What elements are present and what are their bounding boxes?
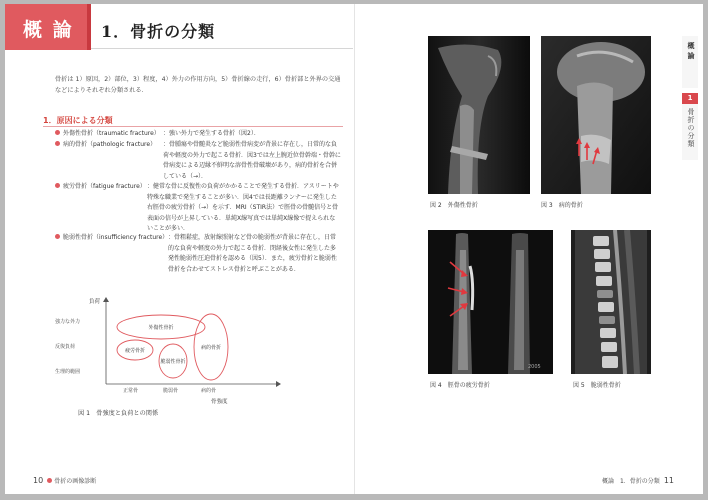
page-number-left: 10 [33, 476, 44, 485]
side-tab-top-text: 概論 [687, 42, 695, 62]
x-level-label: 病的骨 [201, 388, 217, 394]
strength-load-diagram [51, 296, 281, 406]
header-rule [91, 48, 353, 49]
term-fatigue [55, 182, 146, 193]
x-axis-title: 骨強度 [211, 399, 228, 405]
term-label: 病的骨折（pathologic fracture） [63, 141, 157, 148]
page-number-right: 11 [663, 476, 674, 485]
bullet-icon [55, 130, 60, 135]
region-label: 脆弱性骨折 [160, 359, 186, 365]
chapter-title: 1．骨折の分類 [101, 22, 216, 41]
bullet-icon [55, 183, 60, 188]
section-heading: 1．原因による分類 [43, 116, 113, 125]
footer-left [33, 476, 96, 485]
region-label: 疲労骨折 [124, 348, 146, 354]
side-tab-bottom [682, 104, 698, 160]
term-label: 外傷性骨折（traumatic fracture） [63, 130, 160, 137]
figure-2-caption: 図 2 外傷性骨折 [430, 202, 478, 209]
bullet-icon [55, 234, 60, 239]
region-label: 病的骨折 [200, 345, 222, 351]
figure-3-caption: 図 3 病的骨折 [541, 202, 583, 209]
region-label: 外傷性骨折 [148, 325, 174, 331]
y-arrow-icon [103, 297, 109, 302]
desc-insufficiency: ：骨粗鬆症，放射線照射など骨の脆弱性が背景に存在し，日常的な負荷や軽度の外力で起こる骨折．閉経後女性に発生した多発性脆弱性圧迫骨折を認める（図5）．また，疲労骨折と脆弱性骨折を合わせてストレス骨折と呼ぶことがある． [168, 234, 337, 273]
chapter-tab-text: 概 論 [23, 19, 74, 41]
desc-fatigue: ：健常な骨に反復性の負荷がかかることで発生する骨折．アスリートや特殊な職業で発生することが多い．図4では長距離ランナーに発生した右脛骨の疲労骨折（→）を示す．MRI（STIR法）で脛骨の骨髄信号と骨表面の信号が上昇している．単純X線写真では単純X線像で捉えられないことが多い． [147, 183, 339, 232]
figure-4-caption: 図 4 脛骨の疲労骨折 [430, 382, 490, 389]
figure-1-caption: 図 1 骨強度と負荷との関係 [78, 410, 159, 417]
gutter-divider [354, 4, 355, 494]
book-spread [5, 4, 703, 494]
bullet-icon [55, 141, 60, 146]
term-pathologic [55, 140, 156, 151]
footer-right-text: 概論 1．骨折の分類 [601, 478, 660, 485]
desc-pathologic: ：骨腫瘍や骨髄炎など脆弱性骨病変が背景に存在し，日常的な負荷や軽度の外力で起こる骨折．図3では左上腕近位骨幹端・骨幹に骨病変による辺縁不鮮明な溶骨性骨破壊があり，病的骨折を合併している（→）． [163, 141, 341, 180]
term-traumatic [55, 129, 160, 140]
side-tab-bottom-text: 骨折の分類 [687, 108, 695, 148]
term-label: 疲労骨折（fatigue fracture） [63, 183, 146, 190]
y-level-label: 反復負荷 [55, 344, 76, 350]
chapter-tab-label [5, 4, 87, 50]
figure-2-xray [428, 36, 530, 194]
mri-watermark: 2005 [528, 364, 541, 370]
term-insufficiency [55, 233, 168, 244]
side-tab-top [682, 36, 698, 88]
figure-4-mri [428, 230, 553, 374]
bullet-icon [47, 478, 52, 483]
term-label: 脆弱性骨折（insufficiency fracture） [63, 234, 169, 241]
x-level-label: 脆弱骨 [163, 388, 179, 394]
section-rule [43, 126, 343, 127]
intro-paragraph: 骨折は 1）原因，2）部位，3）程度，4）外力の作用方向，5）骨折線の走行，6）骨折部と外界の交通などによりそれぞれ分類される． [55, 76, 341, 94]
y-level-label: 強力な外力 [55, 319, 81, 325]
chapter-tab-strip [87, 4, 91, 50]
y-level-label: 生理的範囲 [55, 369, 81, 375]
side-index-tab [682, 36, 698, 160]
side-tab-number: 1 [682, 93, 698, 104]
x-level-label: 正常骨 [123, 388, 139, 394]
desc-traumatic: ：強い外力で発生する骨折（図2）． [163, 130, 260, 137]
x-arrow-icon [276, 381, 281, 387]
figure-5-mri [571, 230, 651, 374]
y-axis-title: 負荷 [89, 299, 101, 305]
figure-5-caption: 図 5 脆弱性骨折 [573, 382, 621, 389]
figure-3-xray [541, 36, 651, 194]
footer-left-text: 骨折の画像診断 [54, 478, 97, 485]
footer-right [602, 476, 674, 485]
